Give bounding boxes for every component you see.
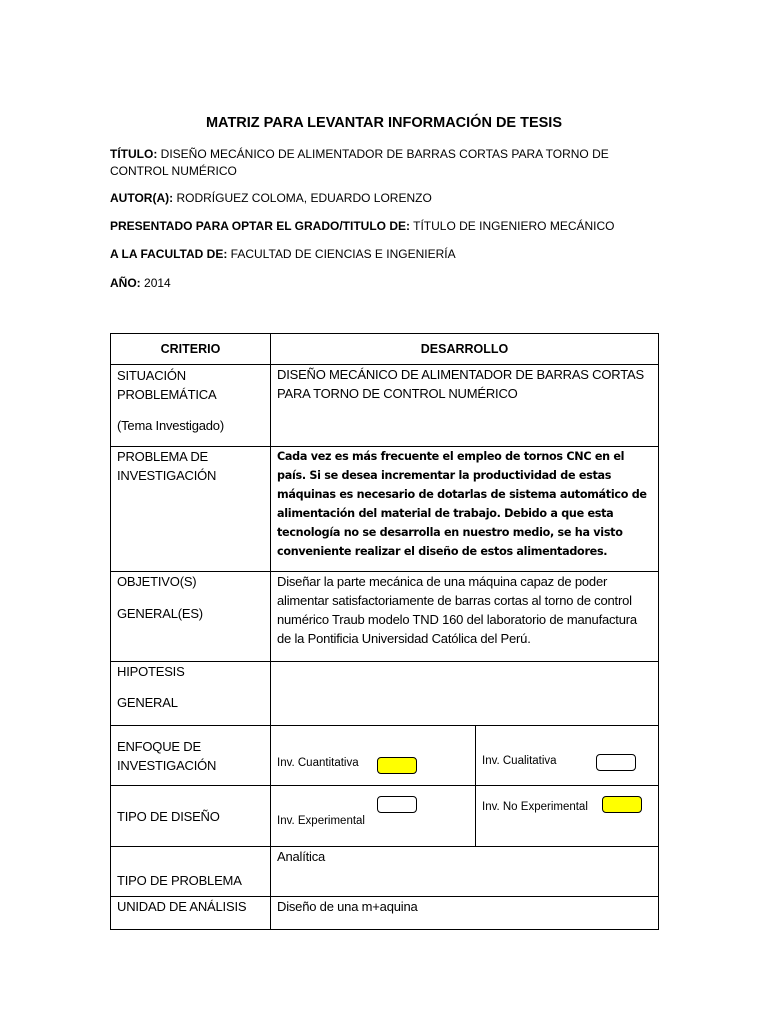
field-anio	[110, 275, 670, 292]
enfoque-label-2: INVESTIGACIÓN	[117, 757, 217, 773]
table-header-row	[111, 334, 659, 365]
row-enfoque	[111, 726, 659, 786]
hipotesis-label-1: HIPOTESIS	[117, 664, 185, 679]
problema-label	[111, 447, 271, 572]
anio-value: 2014	[144, 276, 171, 290]
hipotesis-label-2: GENERAL	[117, 695, 178, 710]
problema-value: Cada vez es más frecuente el empleo de tornos CNC en el país. Si se desea incrementar la productividad de estas máquinas es necesario de dotarlas de sistema automático de alimentación del material de trabajo. Debido a que esta tecnología no se desarrolla en nuestro medio, se ha visto conveniente realizar el diseño de estos alimentadores.	[271, 447, 659, 572]
facultad-value: FACULTAD DE CIENCIAS E INGENIERÍA	[230, 247, 456, 261]
enfoque-option-b-label: Inv. Cualitativa	[482, 755, 557, 767]
enfoque-option-a-checkbox-marked[interactable]	[377, 757, 417, 774]
field-autor	[110, 190, 670, 207]
tipo-problema-value: Analítica	[271, 847, 659, 897]
facultad-label: A LA FACULTAD DE:	[110, 247, 228, 261]
document-title: MATRIZ PARA LEVANTAR INFORMACIÓN DE TESIS	[205, 115, 563, 131]
autor-label: AUTOR(A):	[110, 191, 174, 205]
objetivo-label-2: GENERAL(ES)	[117, 606, 203, 621]
diseno-label: TIPO DE DISEÑO	[111, 786, 271, 847]
situacion-value: DISEÑO MECÁNICO DE ALIMENTADOR DE BARRAS CORTAS PARA TORNO DE CONTROL NUMÉRICO	[271, 365, 659, 447]
situacion-label-2: PROBLEMÁTICA	[117, 387, 217, 402]
field-grado	[110, 218, 670, 235]
header-criterio: CRITERIO	[111, 334, 271, 365]
row-hipotesis	[111, 662, 659, 726]
row-situacion	[111, 365, 659, 447]
objetivo-value: Diseñar la parte mecánica de una máquina capaz de poder alimentar satisfactoriamente de barras cortas al torno de control numérico Traub modelo TND 160 del laboratorio de manufactura de la Pontificia Universidad Católica del Perú.	[271, 572, 659, 662]
grado-value: TÍTULO DE INGENIERO MECÁNICO	[413, 219, 615, 233]
objetivo-label	[111, 572, 271, 662]
diseno-option-a-label: Inv. Experimental	[277, 815, 365, 827]
enfoque-label	[111, 726, 271, 786]
diseno-option-b-checkbox-marked[interactable]	[602, 796, 642, 813]
unidad-value: Diseño de una m+aquina	[271, 897, 659, 930]
problema-label-2: INVESTIGACIÓN	[117, 468, 217, 483]
row-problema	[111, 447, 659, 572]
grado-label: PRESENTADO PARA OPTAR EL GRADO/TITULO DE:	[110, 219, 411, 233]
field-facultad	[110, 246, 670, 263]
titulo-label: TÍTULO:	[110, 147, 158, 161]
titulo-value: DISEÑO MECÁNICO DE ALIMENTADOR DE BARRAS CORTAS PARA TORNO DE CONTROL NUMÉRICO	[110, 147, 609, 178]
field-titulo	[110, 146, 670, 180]
enfoque-option-a-cell	[271, 726, 476, 786]
anio-label: AÑO:	[110, 276, 141, 290]
autor-value: RODRÍGUEZ COLOMA, EDUARDO LORENZO	[176, 191, 432, 205]
situacion-label-3: (Tema Investigado)	[117, 418, 224, 433]
row-objetivo	[111, 572, 659, 662]
tipo-problema-label: TIPO DE PROBLEMA	[111, 847, 271, 897]
enfoque-option-a-label: Inv. Cuantitativa	[277, 757, 359, 769]
thesis-matrix-table	[110, 333, 659, 930]
situacion-label	[111, 365, 271, 447]
row-unidad	[111, 897, 659, 930]
situacion-label-1: SITUACIÓN	[117, 368, 186, 383]
row-diseno	[111, 786, 659, 847]
hipotesis-label	[111, 662, 271, 726]
diseno-option-a-cell	[271, 786, 476, 847]
enfoque-option-b-checkbox[interactable]	[596, 754, 636, 771]
objetivo-label-1: OBJETIVO(S)	[117, 574, 197, 589]
diseno-option-b-cell	[476, 786, 659, 847]
hipotesis-value	[271, 662, 659, 726]
enfoque-label-1: ENFOQUE DE	[117, 738, 201, 754]
unidad-label: UNIDAD DE ANÁLISIS	[111, 897, 271, 930]
header-desarrollo: DESARROLLO	[271, 334, 659, 365]
diseno-option-b-label: Inv. No Experimental	[482, 801, 588, 813]
diseno-option-a-checkbox[interactable]	[377, 796, 417, 813]
enfoque-option-b-cell	[476, 726, 659, 786]
problema-label-1: PROBLEMA DE	[117, 449, 208, 464]
row-tipo-problema	[111, 847, 659, 897]
